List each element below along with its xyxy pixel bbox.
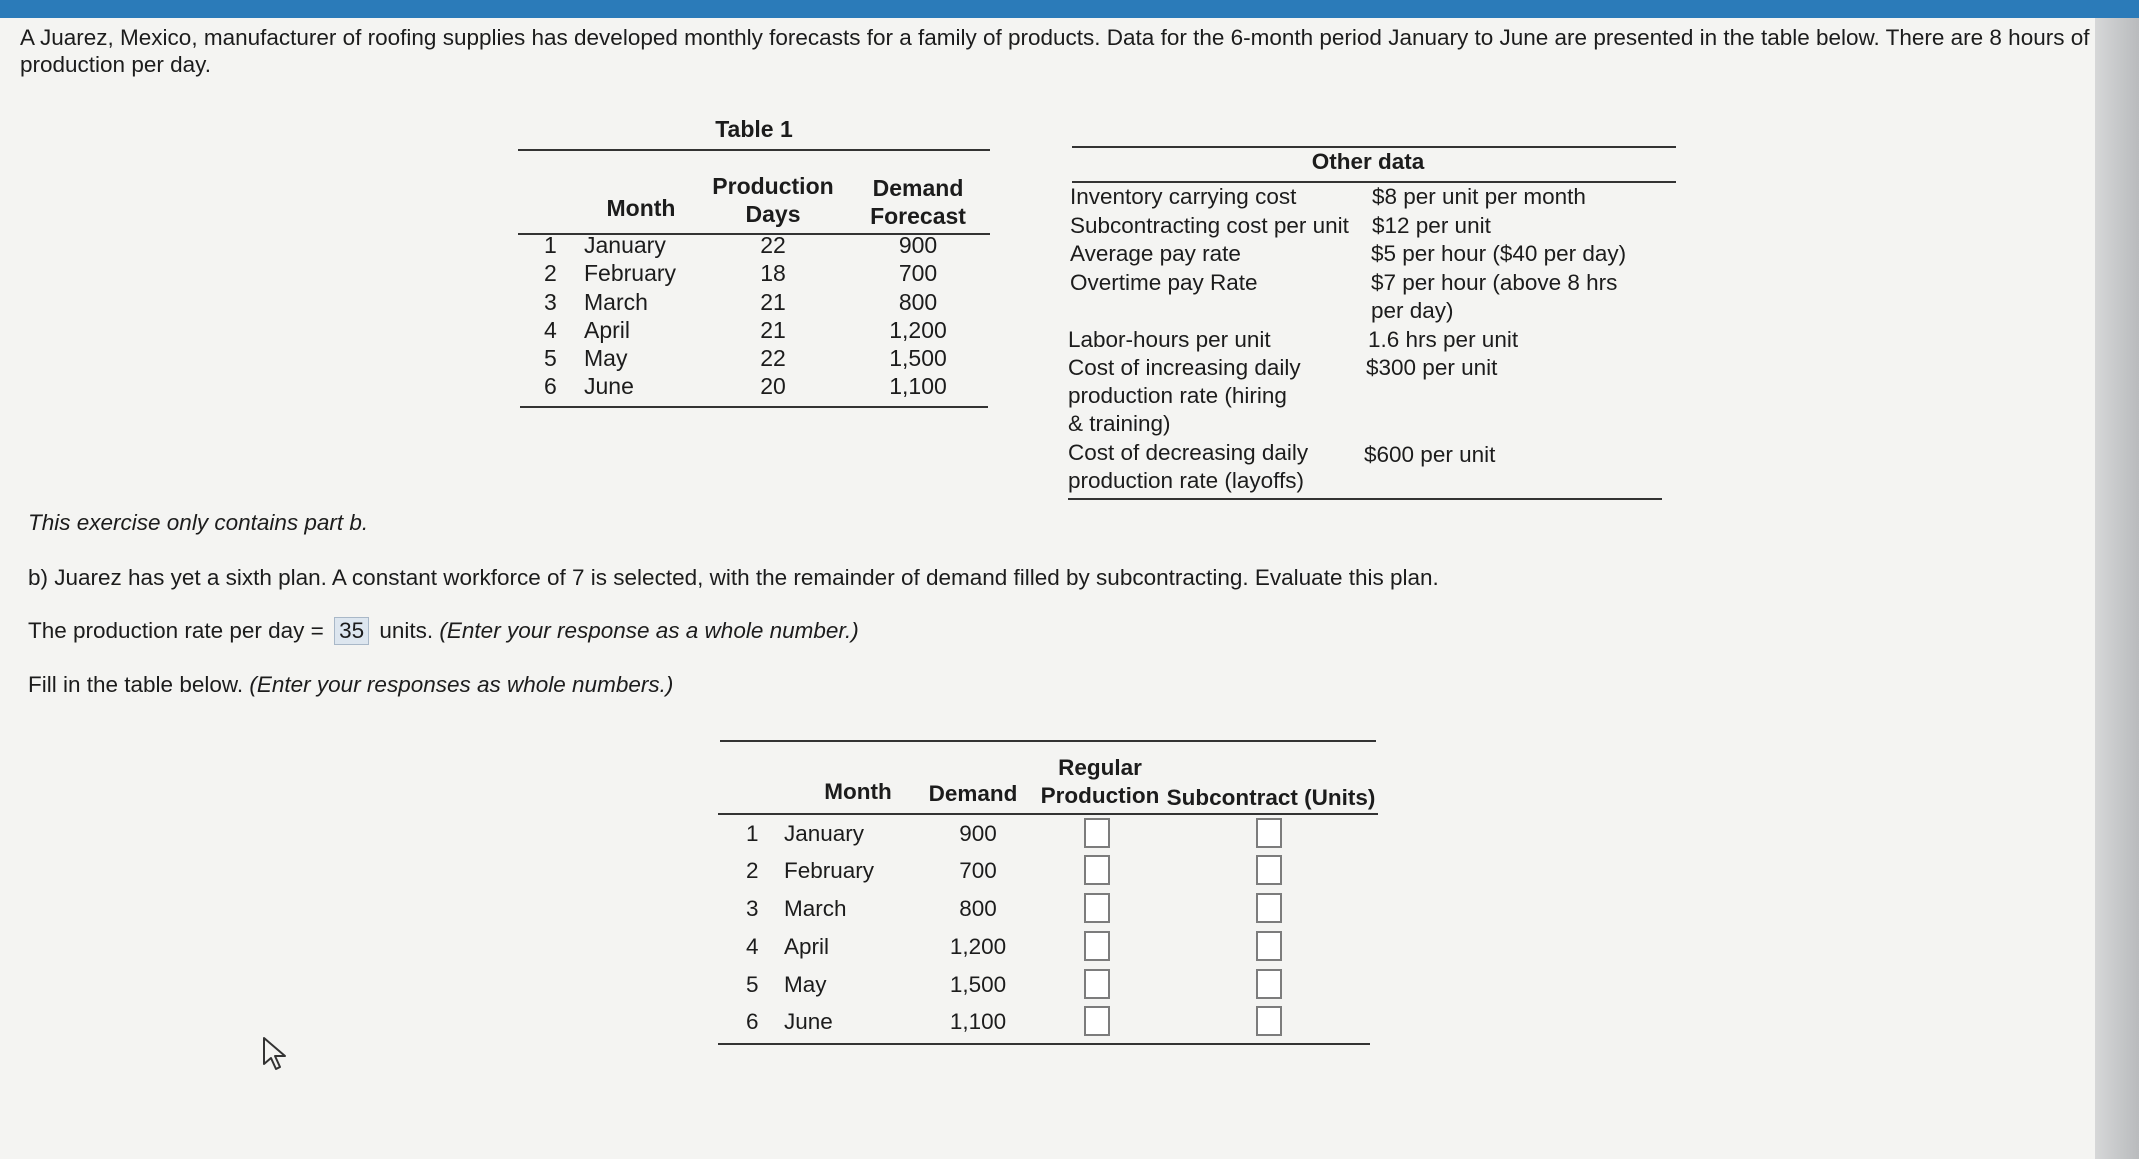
intro-text: A Juarez, Mexico, manufacturer of roofing supplies has developed monthly forecasts for a family of products. Data for the 6-month period January to June are presented in the table below. There are 8 hours of production per day.: [20, 25, 2090, 77]
fill-table-hint: (Enter your responses as whole numbers.): [249, 672, 674, 697]
other-data-title: Other data: [1311, 149, 1425, 174]
row-demand: 1,100: [889, 373, 947, 399]
row-number: 1: [544, 232, 557, 258]
row-demand: 900: [898, 232, 938, 258]
row-days: 22: [760, 345, 786, 371]
row-demand: 1,500: [889, 345, 947, 371]
t1-header-forecast: Forecast: [870, 203, 966, 229]
part-b-note-text: This exercise only contains part b.: [28, 510, 369, 535]
labor-hours-value: 1.6 hrs per unit: [1368, 327, 1519, 352]
table-row: [518, 259, 990, 288]
table-row: [718, 852, 1378, 889]
t1-header-days: Days: [745, 201, 801, 227]
table-row: [718, 966, 1378, 1003]
table-1-caption: Table 1: [715, 116, 793, 142]
increase-cost-label-line3: & training): [1068, 411, 1171, 436]
decrease-cost-label-line2: production rate (layoffs): [1068, 468, 1304, 493]
row-demand: 1,200: [889, 317, 947, 343]
row-demand: 1,100: [949, 1009, 1007, 1034]
regular-production-input[interactable]: [1084, 818, 1110, 848]
other-data-bottom-rule: [1068, 498, 1662, 500]
t2-header-demand: Demand: [928, 781, 1018, 806]
subcontract-input[interactable]: [1256, 855, 1282, 885]
row-month: June: [784, 1009, 833, 1034]
row-month: February: [784, 858, 875, 883]
increase-cost-label-line2: production rate (hiring: [1068, 383, 1287, 408]
regular-production-input[interactable]: [1084, 969, 1110, 999]
table-row: [518, 288, 990, 317]
row-month: March: [784, 896, 847, 921]
table-row: [718, 1003, 1378, 1040]
row-month: March: [584, 289, 648, 315]
subcontract-cost-value: $12 per unit: [1372, 213, 1491, 238]
row-days: 21: [760, 317, 786, 343]
row-month: April: [784, 934, 830, 959]
subcontract-input[interactable]: [1256, 893, 1282, 923]
table-row: [518, 344, 990, 373]
row-number: 4: [544, 317, 557, 343]
t1-header-demand: Demand: [872, 175, 964, 201]
overtime-pay-value-line1: $7 per hour (above 8 hrs: [1371, 270, 1618, 295]
row-number: 3: [746, 896, 759, 921]
part-b-question: b) Juarez has yet a sixth plan. A constant workforce of 7 is selected, with the remainder of demand filled by subcontracting. Evaluate this plan.: [28, 565, 1439, 590]
row-demand: 700: [898, 260, 938, 286]
t2-header-month: Month: [824, 779, 892, 804]
production-rate-hint: (Enter your response as a whole number.): [439, 618, 859, 643]
fill-table-prefix: Fill in the table below.: [28, 672, 244, 697]
production-rate-prefix: The production rate per day =: [28, 618, 324, 643]
row-days: 20: [760, 373, 786, 399]
row-number: 2: [746, 858, 759, 883]
average-pay-label: Average pay rate: [1070, 241, 1241, 266]
inventory-cost-label: Inventory carrying cost: [1070, 184, 1297, 209]
row-number: 1: [746, 821, 759, 846]
row-demand: 800: [898, 289, 938, 315]
table-1-bottom-rule: [520, 406, 988, 408]
production-rate-answer[interactable]: 35: [334, 617, 369, 645]
row-month: January: [784, 821, 865, 846]
row-number: 5: [746, 972, 759, 997]
subcontract-input[interactable]: [1256, 969, 1282, 999]
row-days: 18: [760, 260, 786, 286]
row-demand: 900: [959, 821, 997, 846]
regular-production-input[interactable]: [1084, 855, 1110, 885]
average-pay-value: $5 per hour ($40 per day): [1371, 241, 1627, 266]
row-demand: 1,500: [949, 972, 1007, 997]
row-month: June: [584, 373, 634, 399]
mouse-pointer-icon: [262, 1036, 290, 1072]
table-row: [518, 316, 990, 345]
t2-header-subcontract: Subcontract (Units): [1166, 785, 1376, 810]
increase-cost-value: $300 per unit: [1366, 355, 1498, 380]
row-demand: 700: [959, 858, 997, 883]
t2-header-regular: Regular: [1058, 755, 1142, 780]
row-month: April: [584, 317, 631, 343]
production-rate-suffix: units.: [379, 618, 434, 643]
labor-hours-label: Labor-hours per unit: [1068, 327, 1271, 352]
row-demand: 800: [959, 896, 997, 921]
row-number: 6: [544, 373, 557, 399]
overtime-pay-value-line2: per day): [1371, 298, 1454, 323]
t1-header-production: Production: [712, 173, 834, 199]
t1-header-month: Month: [606, 195, 676, 221]
row-month: February: [584, 260, 677, 286]
t2-header-production: Production: [1040, 783, 1160, 808]
overtime-pay-label: Overtime pay Rate: [1070, 270, 1258, 295]
regular-production-input[interactable]: [1084, 893, 1110, 923]
row-number: 2: [544, 260, 557, 286]
table-1-top-rule: [518, 149, 990, 151]
row-number: 4: [746, 934, 759, 959]
row-month: May: [584, 345, 628, 371]
decrease-cost-value: $600 per unit: [1364, 442, 1496, 467]
row-demand: 1,200: [949, 934, 1007, 959]
subcontract-cost-label: Subcontracting cost per unit: [1070, 213, 1349, 238]
table-row: [718, 890, 1378, 927]
increase-cost-label-line1: Cost of increasing daily: [1068, 355, 1301, 380]
production-rate-line: [28, 617, 859, 645]
subcontract-input[interactable]: [1256, 931, 1282, 961]
regular-production-input[interactable]: [1084, 931, 1110, 961]
table-row: [718, 815, 1378, 852]
fill-table-line: [28, 672, 673, 698]
top-bar: [0, 0, 2139, 18]
row-month: January: [584, 232, 666, 258]
row-number: 5: [544, 345, 557, 371]
subcontract-input[interactable]: [1256, 818, 1282, 848]
table-row: [518, 231, 990, 260]
part-b-note: [28, 510, 368, 536]
decrease-cost-label-line1: Cost of decreasing daily: [1068, 440, 1309, 465]
regular-production-input[interactable]: [1084, 1006, 1110, 1036]
row-number: 3: [544, 289, 557, 315]
screen-edge: [2095, 18, 2139, 1159]
row-days: 21: [760, 289, 786, 315]
answer-table-bottom-rule: [718, 1043, 1370, 1045]
inventory-cost-value: $8 per unit per month: [1372, 184, 1586, 209]
answer-table-top-rule: [720, 740, 1376, 742]
row-number: 6: [746, 1009, 759, 1034]
row-days: 22: [760, 232, 786, 258]
table-row: [718, 928, 1378, 965]
row-month: May: [784, 972, 827, 997]
table-row: [518, 372, 990, 401]
subcontract-input[interactable]: [1256, 1006, 1282, 1036]
